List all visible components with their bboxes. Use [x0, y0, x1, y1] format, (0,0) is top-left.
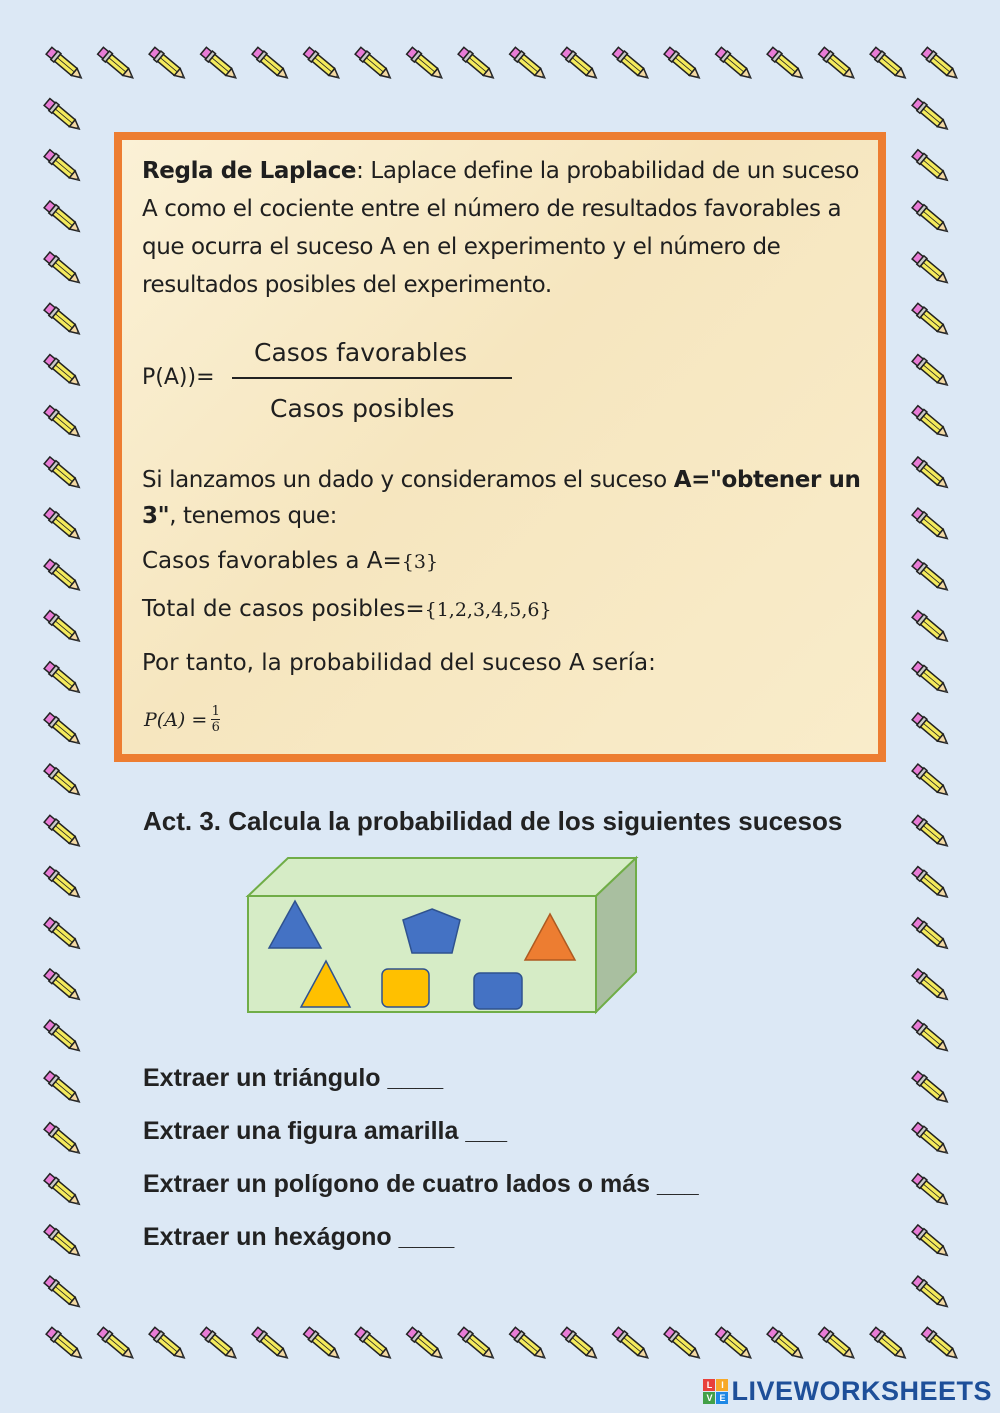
pencil-icon — [43, 1224, 82, 1259]
pencil-icon — [43, 815, 82, 850]
formula-denominator: Casos posibles — [270, 394, 455, 423]
pencil-icon — [251, 47, 290, 82]
pencil-icon — [911, 559, 950, 594]
pencil-icon — [911, 815, 950, 850]
probability-result — [144, 705, 220, 734]
pencil-icon — [911, 866, 950, 901]
pencil-icon — [818, 1327, 857, 1362]
formula-lhs: P(A))= — [142, 365, 215, 390]
rule-text: : Laplace define la probabilidad de un suceso A como el cociente entre el número de resultados favorables a que ocurra el suceso A en el experimento y el número de resultados posibles del experimento. — [142, 158, 859, 298]
conclusion-text: Por tanto, la probabilidad del suceso A sería: — [142, 650, 656, 676]
pencil-icon — [406, 1327, 445, 1362]
example-suffix: , tenemos que: — [169, 503, 337, 529]
rule-title: Regla de Laplace — [142, 158, 357, 184]
pencil-icon — [43, 559, 82, 594]
pencil-icon — [148, 1327, 187, 1362]
pencil-icon — [43, 917, 82, 952]
pencil-icon — [911, 507, 950, 542]
pencil-icon — [818, 47, 857, 82]
pencil-icon — [43, 712, 82, 747]
pencil-icon — [911, 303, 950, 338]
result-denominator: 6 — [211, 720, 220, 735]
pencil-icon — [560, 1327, 599, 1362]
pencil-icon — [612, 47, 651, 82]
pencil-icon — [911, 712, 950, 747]
laplace-rule-box — [114, 132, 886, 762]
pencil-icon — [457, 1327, 496, 1362]
pencil-icon — [45, 1327, 84, 1362]
pencil-icon — [97, 1327, 136, 1362]
pencil-icon — [509, 1327, 548, 1362]
pencil-icon — [43, 1275, 82, 1310]
pencil-icon — [43, 200, 82, 235]
pencil-icon — [43, 1122, 82, 1157]
pencil-icon — [911, 1122, 950, 1157]
pencil-icon — [921, 47, 960, 82]
pencil-icon — [911, 968, 950, 1003]
pencil-icon — [921, 1327, 960, 1362]
pencil-icon — [303, 47, 342, 82]
result-lhs: P(A) = — [144, 708, 208, 731]
pencil-icon — [354, 47, 393, 82]
formula-numerator: Casos favorables — [254, 338, 468, 367]
pencil-icon — [766, 47, 805, 82]
pencil-icon — [406, 47, 445, 82]
pencil-icon — [354, 1327, 393, 1362]
pencil-icon — [43, 303, 82, 338]
pencil-icon — [911, 1173, 950, 1208]
favorable-label: Casos favorables a A= — [142, 548, 402, 574]
blue-square[interactable] — [474, 973, 522, 1009]
pencil-icon — [43, 507, 82, 542]
pencil-icon — [43, 251, 82, 286]
pencil-icon — [43, 405, 82, 440]
pencil-icon — [43, 1173, 82, 1208]
pencil-icon — [715, 47, 754, 82]
example-prefix: Si lanzamos un dado y consideramos el suceso — [142, 467, 674, 493]
logo-text: LIVEWORKSHEETS — [731, 1376, 992, 1406]
pencil-icon — [251, 1327, 290, 1362]
pencil-icon — [45, 47, 84, 82]
total-label: Total de casos posibles= — [142, 596, 425, 622]
pencil-icon — [509, 47, 548, 82]
pencil-icon — [869, 1327, 908, 1362]
pencil-icon — [663, 1327, 702, 1362]
pencil-icon — [663, 47, 702, 82]
pencil-icon — [766, 1327, 805, 1362]
question-yellow-figure: Extraer una figura amarilla ___ — [143, 1117, 508, 1145]
pencil-icon — [911, 1019, 950, 1054]
pencil-icon — [43, 866, 82, 901]
pencil-icon — [911, 661, 950, 696]
pencil-icon — [200, 1327, 239, 1362]
activity-title: Act. 3. Calcula la probabilidad de los siguientes sucesos — [143, 806, 843, 836]
pencil-icon — [911, 917, 950, 952]
pencil-icon — [43, 98, 82, 133]
pencil-icon — [43, 456, 82, 491]
pencil-icon — [560, 47, 599, 82]
pencil-icon — [911, 610, 950, 645]
result-fraction — [211, 705, 220, 734]
pencil-icon — [911, 98, 950, 133]
pencil-icon — [911, 251, 950, 286]
box-top-face — [248, 858, 636, 896]
pencil-icon — [911, 405, 950, 440]
pencil-icon — [43, 968, 82, 1003]
favorable-set: {3} — [401, 551, 439, 573]
dice-example — [142, 462, 872, 534]
example-event: A="obtener un 3" — [142, 467, 861, 529]
pencil-icon — [97, 47, 136, 82]
pencil-icon — [457, 47, 496, 82]
yellow-square[interactable] — [382, 969, 429, 1007]
question-triangle: Extraer un triángulo ____ — [143, 1064, 444, 1092]
pencil-icon — [911, 354, 950, 389]
pencil-icon — [911, 1224, 950, 1259]
pencil-icon — [911, 1071, 950, 1106]
pencil-icon — [43, 661, 82, 696]
question-four-sides: Extraer un polígono de cuatro lados o más ___ — [143, 1170, 699, 1198]
pencil-icon — [911, 149, 950, 184]
pencil-icon — [612, 1327, 651, 1362]
pencil-icon — [911, 456, 950, 491]
total-set: {1,2,3,4,5,6} — [424, 599, 552, 621]
pencil-icon — [200, 47, 239, 82]
rule-intro — [142, 152, 862, 304]
result-numerator: 1 — [211, 704, 220, 719]
pencil-icon — [715, 1327, 754, 1362]
pencil-icon — [148, 47, 187, 82]
fraction-bar — [232, 377, 512, 379]
pencil-icon — [43, 1071, 82, 1106]
pencil-icon — [869, 47, 908, 82]
pencil-icon — [43, 354, 82, 389]
pencil-icon — [43, 610, 82, 645]
question-hexagon: Extraer un hexágono ____ — [143, 1223, 455, 1251]
shapes-box — [240, 852, 640, 1022]
pencil-icon — [911, 1275, 950, 1310]
pencil-icon — [911, 200, 950, 235]
favorable-cases — [142, 548, 438, 574]
pencil-icon — [43, 1019, 82, 1054]
pencil-icon — [43, 763, 82, 798]
pencil-icon — [43, 149, 82, 184]
total-cases — [142, 596, 552, 622]
pencil-icon — [911, 763, 950, 798]
logo-mark-icon: L I V E — [703, 1379, 728, 1404]
pencil-icon — [303, 1327, 342, 1362]
liveworksheets-logo — [703, 1376, 992, 1407]
